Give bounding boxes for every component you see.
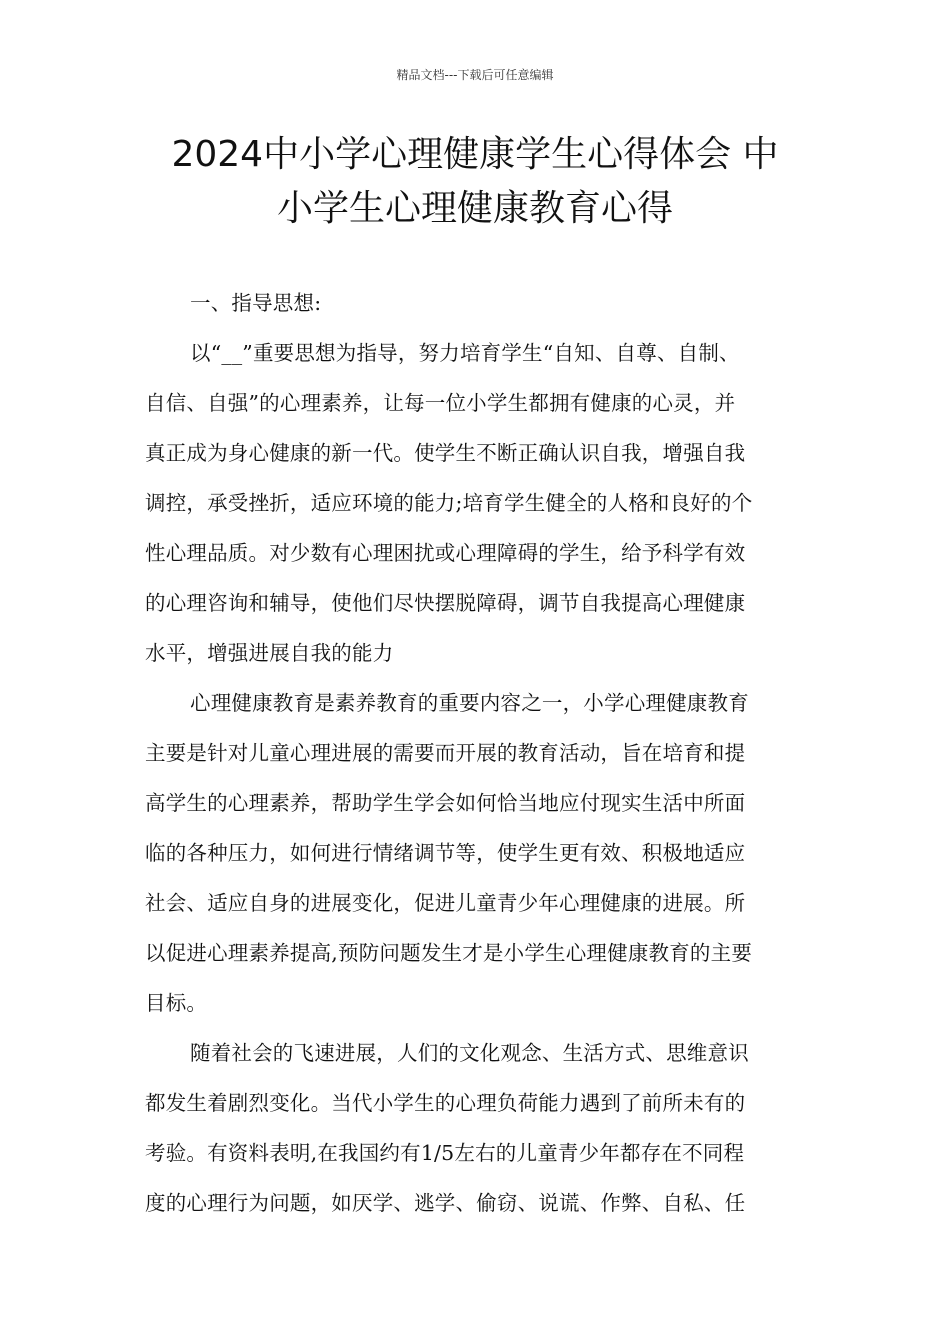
paragraph-2-line: 临的各种压力，如何进行情绪调节等，使学生更有效、积极地适应 [145, 841, 746, 865]
paragraph-3-line: 都发生着剧烈变化。当代小学生的心理负荷能力遇到了前所未有的 [145, 1091, 746, 1115]
header-note: 精品文档---下载后可任意编辑 [396, 68, 554, 82]
paragraph-1-line: 调控，承受挫折，适应环境的能力;培育学生健全的人格和良好的个 [145, 491, 753, 515]
paragraph-1-line: 以“__”重要思想为指导，努力培育学生“自知、自尊、自制、 [190, 341, 740, 365]
paragraph-2-line: 高学生的心理素养，帮助学生学会如何恰当地应付现实生活中所面 [145, 791, 746, 815]
paragraph-3-line: 度的心理行为问题，如厌学、逃学、偷窃、说谎、作弊、自私、任 [145, 1191, 746, 1215]
paragraph-2-line: 主要是针对儿童心理进展的需要而开展的教育活动，旨在培育和提 [145, 741, 746, 765]
paragraph-3-line: 随着社会的飞速进展，人们的文化观念、生活方式、思维意识 [190, 1041, 749, 1065]
document-title [120, 128, 830, 236]
paragraph-2-line: 以促进心理素养提高,预防问题发生才是小学生心理健康教育的主要 [145, 941, 753, 965]
paragraph-2-line: 社会、适应自身的进展变化，促进儿童青少年心理健康的进展。所 [145, 891, 746, 915]
paragraph-1-line: 的心理咨询和辅导，使他们尽快摆脱障碍，调节自我提高心理健康 [145, 591, 746, 615]
paragraph-2-line: 心理健康教育是素养教育的重要内容之一，小学心理健康教育 [190, 691, 749, 715]
title-line-2: 小学生心理健康教育心得 [276, 188, 673, 229]
paragraph-1-line: 自信、自强”的心理素养，让每一位小学生都拥有健康的心灵，并 [145, 391, 736, 415]
document-body [145, 278, 815, 1228]
paragraph-1-line: 性心理品质。对少数有心理困扰或心理障碍的学生，给予科学有效 [145, 541, 746, 565]
paragraph-2-line: 目标。 [145, 991, 208, 1015]
paragraph-3-line: 考验。有资料表明,在我国约有1/5左右的儿童青少年都存在不同程 [145, 1141, 745, 1165]
title-line-1: 2024中小学心理健康学生心得体会 中 [171, 134, 779, 175]
paragraph-1-line: 真正成为身心健康的新一代。使学生不断正确认识自我，增强自我 [145, 441, 746, 465]
section-heading: 一、指导思想: [190, 291, 322, 315]
paragraph-1-line: 水平，增强进展自我的能力 [145, 641, 394, 665]
